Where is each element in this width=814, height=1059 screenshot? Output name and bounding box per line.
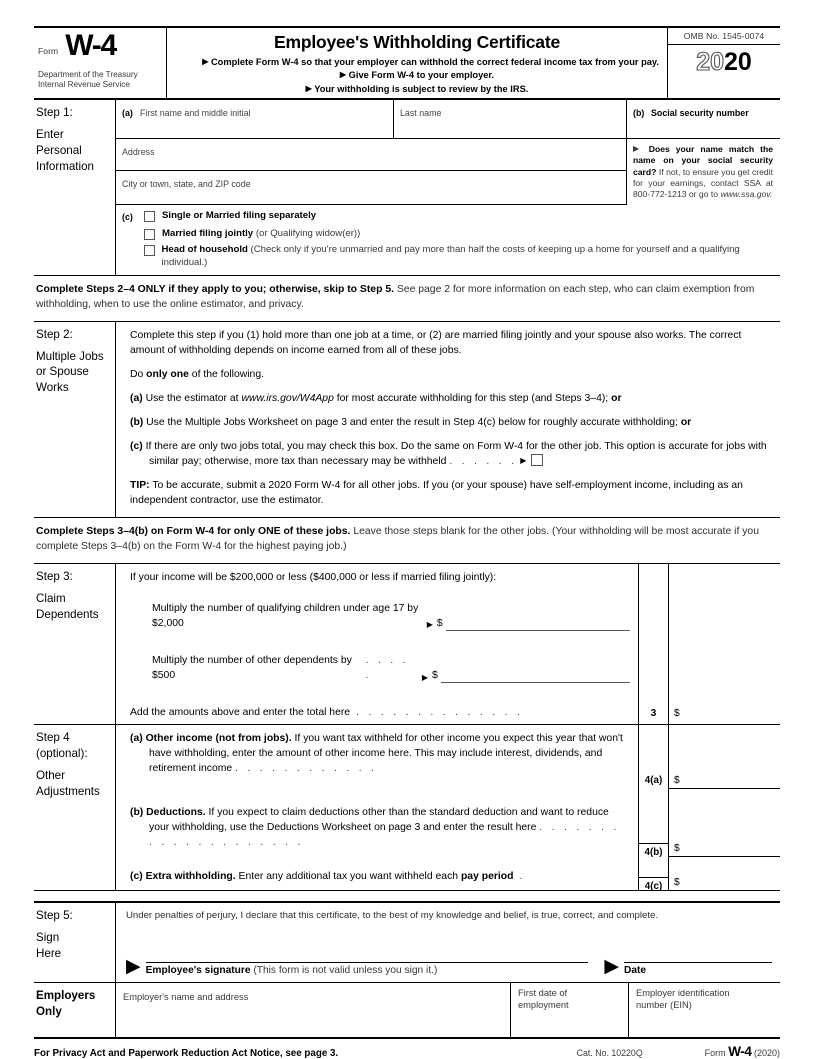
address-field[interactable] xyxy=(116,139,626,171)
step-5-label xyxy=(34,903,115,981)
step-2-section xyxy=(34,322,780,519)
employee-signature-note: (This form is not valid unless you sign it.) xyxy=(250,964,438,976)
filing-status-jointly-note: (or Qualifying widow(er)) xyxy=(253,227,361,239)
step-3-label xyxy=(34,564,115,724)
step-4c-bold2: pay period xyxy=(460,871,514,883)
step-2-tip: TIP: To be accurate, submit a 2020 Form W-4 for all other jobs. If you (or your spouse) have self-employment income, including as an independent contractor, use the estimator. xyxy=(130,480,743,507)
page-title: Employee's Withholding Certificate xyxy=(274,32,560,52)
arrow-icon: ▶ xyxy=(633,144,643,153)
field-tag-b: (b) xyxy=(633,108,645,118)
arrow-icon: ▶ xyxy=(520,455,527,465)
step-4c-line-number: 4(c) xyxy=(639,877,668,892)
last-name-field[interactable] xyxy=(394,100,626,138)
privacy-act-notice: For Privacy Act and Paperwork Reduction Act Notice, see page 3. xyxy=(34,1047,339,1059)
band-2-rest: Leave those steps blank for the other jobs. (Your withholding will be most accurate if you complete Steps 3–4(b) on the Form W-4 for the highest paying job.) xyxy=(36,526,759,552)
footer-form-word: Form xyxy=(704,1047,726,1058)
ssn-note-rest: If not, to ensure you get credit for your earnings, contact SSA at 800-772-1213 or go to xyxy=(633,166,773,200)
ssn-field[interactable] xyxy=(627,100,780,139)
estimator-link[interactable]: www.irs.gov/W4App xyxy=(241,392,334,404)
step-3-other-dependents-row xyxy=(130,653,630,683)
step-4a-text: If you want tax withheld for other income you expect this year that won't have withholding, enter the amount of other income here. This may include interest, dividends, and retirement income xyxy=(149,733,623,775)
filing-status-hoh-note: (Check only if you're unmarried and pay more than half the costs of keeping up a home for yourself and a qualifying individual.) xyxy=(161,244,740,268)
employers-only-section xyxy=(34,983,780,1039)
checkbox-married-filing-jointly[interactable] xyxy=(144,229,155,240)
header-bullet-2: Give Form W-4 to your employer. xyxy=(348,70,495,81)
step-1-number: Step 1: xyxy=(36,106,73,119)
employer-name-address-field[interactable] xyxy=(115,983,510,1037)
step-4-body xyxy=(115,725,638,890)
arrow-icon: ▶ xyxy=(604,956,619,978)
signature-row xyxy=(126,949,772,976)
ssn-note-bold: Does your name match the name on your social security card? xyxy=(633,144,774,177)
step-2-name-line-3: Works xyxy=(36,381,69,395)
step-3-body xyxy=(115,564,638,724)
step-3-children-label: Multiply the number of qualifying children under age 17 by $2,000 xyxy=(152,602,419,629)
step-4-optional: (optional): xyxy=(36,747,88,761)
catalog-number: Cat. No. 10220Q xyxy=(576,1047,643,1058)
step-3-section xyxy=(34,564,780,725)
step-1-section xyxy=(34,100,780,276)
header-title-block xyxy=(167,28,668,98)
city-state-zip-label: City or town, state, and ZIP code xyxy=(122,179,251,189)
step-2-option-c: (c) If there are only two jobs total, you may check this box. Do the same on Form W-4 for the other job. This option is accurate for jobs with similar pay; otherwise, more tax than necessary may be withheld . . . . . . ▶ xyxy=(130,440,767,467)
ssn-note-url: www.ssa.gov. xyxy=(720,189,773,200)
step-4-line-number-cells xyxy=(638,725,668,893)
step-2-do-only-one: Do only one of the following. xyxy=(130,368,264,380)
step-2-option-c-tag: (c) xyxy=(130,440,143,452)
step-4a-row xyxy=(130,731,630,779)
step-2-option-b-tag: (b) xyxy=(130,416,144,428)
complete-steps-3-4b-note xyxy=(34,518,780,564)
step-5-name-line-1: Sign xyxy=(36,931,60,945)
step-4a-bold: Other income (not from jobs). xyxy=(145,733,292,745)
step-2-only-one: only one xyxy=(146,368,189,380)
step-3-total-label: Add the amounts above and enter the total here xyxy=(130,707,351,719)
first-date-line-1: First date of xyxy=(518,987,568,998)
step-2-number: Step 2: xyxy=(36,327,73,341)
step-4b-text: If you expect to claim deductions other than the standard deduction and want to reduce your withholding, use the Deductions Worksheet on page 3 and enter the result here xyxy=(149,807,609,834)
employee-signature-input[interactable] xyxy=(146,949,589,963)
step-1-name-line-3: Information xyxy=(36,159,94,173)
checkbox-two-jobs-total[interactable] xyxy=(531,454,543,466)
step-3-line-number: 3 xyxy=(650,708,657,720)
step-3-intro: If your income will be $200,000 or less ($400,000 or less if married filing jointly): xyxy=(130,571,497,583)
step-2-intro: Complete this step if you (1) hold more than one job at a time, or (2) are married filing jointly and your spouse also works. The correct amount of withholding depends on income earned from all of these jobs. xyxy=(130,329,742,356)
footer-form-id xyxy=(705,1044,780,1059)
header-bullets xyxy=(173,56,661,96)
employee-signature-block xyxy=(146,949,589,976)
step-4-name-line-2: Adjustments xyxy=(36,785,100,799)
step-4b-bold: Deductions. xyxy=(146,807,206,819)
tax-year xyxy=(668,45,780,75)
step-1-body xyxy=(115,100,780,275)
leader-dots: . . . . . . . . . . . . . . xyxy=(356,707,524,719)
first-name-field[interactable] xyxy=(116,100,394,138)
ssn-label: Social security number xyxy=(651,108,749,118)
step-3-other-dependents-dollar: $ xyxy=(432,670,438,682)
step-5-section xyxy=(34,901,780,982)
step-4-label xyxy=(34,725,115,890)
step-4b-tag: (b) xyxy=(130,807,144,819)
step-4c-tag: (c) xyxy=(130,871,143,883)
arrow-icon: ▶ xyxy=(421,672,428,682)
ein-line-1: Employer identification xyxy=(636,987,730,998)
step-5-body xyxy=(115,903,780,981)
department-block xyxy=(38,70,162,91)
step-2-label xyxy=(34,322,115,518)
arrow-icon: ▶ xyxy=(202,57,209,66)
department-line-1: Department of the Treasury xyxy=(38,70,138,79)
step-3-other-dependents-label: Multiply the number of other dependents by $500 xyxy=(152,654,352,682)
step-3-number: Step 3: xyxy=(36,569,73,583)
employer-name-address-label: Employer's name and address xyxy=(123,991,249,1002)
step-1-name-line-2: Personal xyxy=(36,143,82,157)
step-2-option-a-tag: (a) xyxy=(130,392,143,404)
header-bullet-1: Complete Form W-4 so that your employer can withhold the correct federal income tax from your pay. xyxy=(210,57,659,67)
employer-ein-field[interactable] xyxy=(628,983,780,1037)
step-2-name-line-2: or Spouse xyxy=(36,365,89,379)
signature-date-input[interactable] xyxy=(624,949,772,963)
step-3-name-line-2: Dependents xyxy=(36,607,99,621)
band-1-bold: Complete Steps 2–4 ONLY if they apply to you; otherwise, skip to Step 5. xyxy=(36,283,394,295)
department-line-2: Internal Revenue Service xyxy=(38,80,130,90)
ein-line-2: number (EIN) xyxy=(636,1000,692,1011)
perjury-statement: Under penalties of perjury, I declare that this certificate, to the best of my knowledge and belief, is true, correct, and complete. xyxy=(126,910,659,922)
employers-only-line-2: Only xyxy=(36,1004,62,1018)
step-4c-row xyxy=(130,869,630,884)
step-3-amount-cell[interactable] xyxy=(668,564,780,724)
step-2-tip-label: TIP: xyxy=(130,480,150,492)
step-5-name-line-2: Here xyxy=(36,947,62,961)
ssn-name-match-note xyxy=(627,139,780,205)
step-3-line-number-cell xyxy=(638,564,668,724)
header-omb-block xyxy=(668,28,780,98)
form-label: Form xyxy=(38,46,59,56)
leader-dots: . . . . . . xyxy=(449,455,518,467)
step-4b-line-number: 4(b) xyxy=(639,843,668,858)
leader-dots: . . . . . . . . . . . . xyxy=(235,763,378,775)
field-tag-c: (c) xyxy=(122,212,133,222)
arrow-icon: ▶ xyxy=(426,620,433,630)
header-form-identity xyxy=(34,28,167,98)
step-5-number: Step 5: xyxy=(36,909,73,923)
step-4b-amount[interactable]: $ xyxy=(669,843,780,857)
employer-first-date-field[interactable] xyxy=(510,983,628,1037)
band-2-bold: Complete Steps 3–4(b) on Form W-4 for only ONE of these jobs. xyxy=(36,526,351,538)
last-name-label: Last name xyxy=(400,108,442,118)
filing-status-group xyxy=(116,205,780,275)
step-2-body xyxy=(115,322,780,518)
footer-form-number: W-4 xyxy=(728,1043,752,1059)
signature-date-block xyxy=(624,949,772,976)
form-number: W-4 xyxy=(65,29,117,62)
filing-status-single-row[interactable] xyxy=(122,210,774,224)
band-1-rest: See page 2 for more information on each step, who can claim exemption from withholding, when to use the online estimator, and privacy. xyxy=(36,283,755,310)
form-footer xyxy=(34,1039,780,1059)
filing-status-single-label: Single or Married filing separately xyxy=(162,210,317,221)
step-3-other-dependents-input[interactable] xyxy=(441,682,630,683)
step-4a-tag: (a) xyxy=(130,733,143,745)
step-1-label xyxy=(34,100,115,275)
omb-number: OMB No. 1545-0074 xyxy=(668,28,780,45)
employers-only-label xyxy=(34,983,115,1037)
city-state-zip-field[interactable] xyxy=(116,171,626,205)
step-4c-bold: Extra withholding. xyxy=(145,871,236,883)
step-2-name-line-1: Multiple Jobs xyxy=(36,349,104,363)
filing-status-hoh-label: Head of household xyxy=(161,244,248,256)
step-3-total-row xyxy=(130,705,630,720)
step-3-children-dollar: $ xyxy=(436,617,443,629)
step-3-name-line-1: Claim xyxy=(36,591,66,605)
employers-only-line-1: Employers xyxy=(36,988,96,1002)
step-4c-amount[interactable]: $ xyxy=(669,877,780,891)
filing-status-jointly-label: Married filing jointly xyxy=(162,227,254,239)
step-3-children-input[interactable] xyxy=(446,630,630,631)
arrow-icon: ▶ xyxy=(126,956,141,978)
first-name-label: First name and middle initial xyxy=(140,108,251,118)
employee-signature-label: Employee's signature xyxy=(145,964,251,976)
arrow-icon: ▶ xyxy=(339,70,347,80)
step-4a-line-number: 4(a) xyxy=(644,775,663,787)
step-2-option-a: (a) Use the estimator at www.irs.gov/W4App for most accurate withholding for this step (and Steps 3–4); or xyxy=(130,392,622,404)
filing-status-jointly-row[interactable] xyxy=(122,228,774,240)
signature-date-label: Date xyxy=(624,964,647,976)
w4-form xyxy=(34,26,780,1059)
step-4b-row xyxy=(130,805,630,853)
step-2-option-b: (b) Use the Multiple Jobs Worksheet on page 3 and enter the result in Step 4(c) below for roughly accurate withholding; or xyxy=(130,416,692,428)
checkbox-single-or-married-separately[interactable] xyxy=(144,211,155,222)
step-1-name-line-1: Enter xyxy=(36,127,64,141)
field-tag-a: (a) xyxy=(122,108,133,118)
leader-dots: . . . . . xyxy=(365,654,409,682)
checkbox-head-of-household[interactable] xyxy=(144,245,155,256)
tax-year-suffix: 20 xyxy=(724,48,752,76)
address-label: Address xyxy=(122,147,155,157)
step-3-amount-dollar: $ xyxy=(674,708,680,720)
footer-form-year: (2020) xyxy=(753,1047,780,1058)
arrow-icon: ▶ xyxy=(305,83,312,93)
step-4-number: Step 4 xyxy=(36,731,70,745)
step-4a-amount[interactable]: $ xyxy=(669,775,780,789)
form-header xyxy=(34,28,780,100)
filing-status-head-of-household-row[interactable] xyxy=(122,244,774,269)
tax-year-prefix: 20 xyxy=(696,48,724,76)
step-4c-text: Enter any additional tax you want withheld each xyxy=(235,871,461,883)
step-3-children-row xyxy=(130,601,630,631)
complete-steps-2-4-note xyxy=(34,276,780,322)
first-date-line-2: employment xyxy=(518,1000,569,1011)
step-4-amount-cells[interactable] xyxy=(668,725,780,890)
step-4-section xyxy=(34,725,780,891)
leader-dots: . . . . . . . . . . . . . . . . . . . . xyxy=(149,822,620,849)
header-bullet-3: Your withholding is subject to review by the IRS. xyxy=(314,83,529,94)
leader-dots: . xyxy=(513,871,526,883)
step-4-name-line-1: Other xyxy=(36,769,65,783)
